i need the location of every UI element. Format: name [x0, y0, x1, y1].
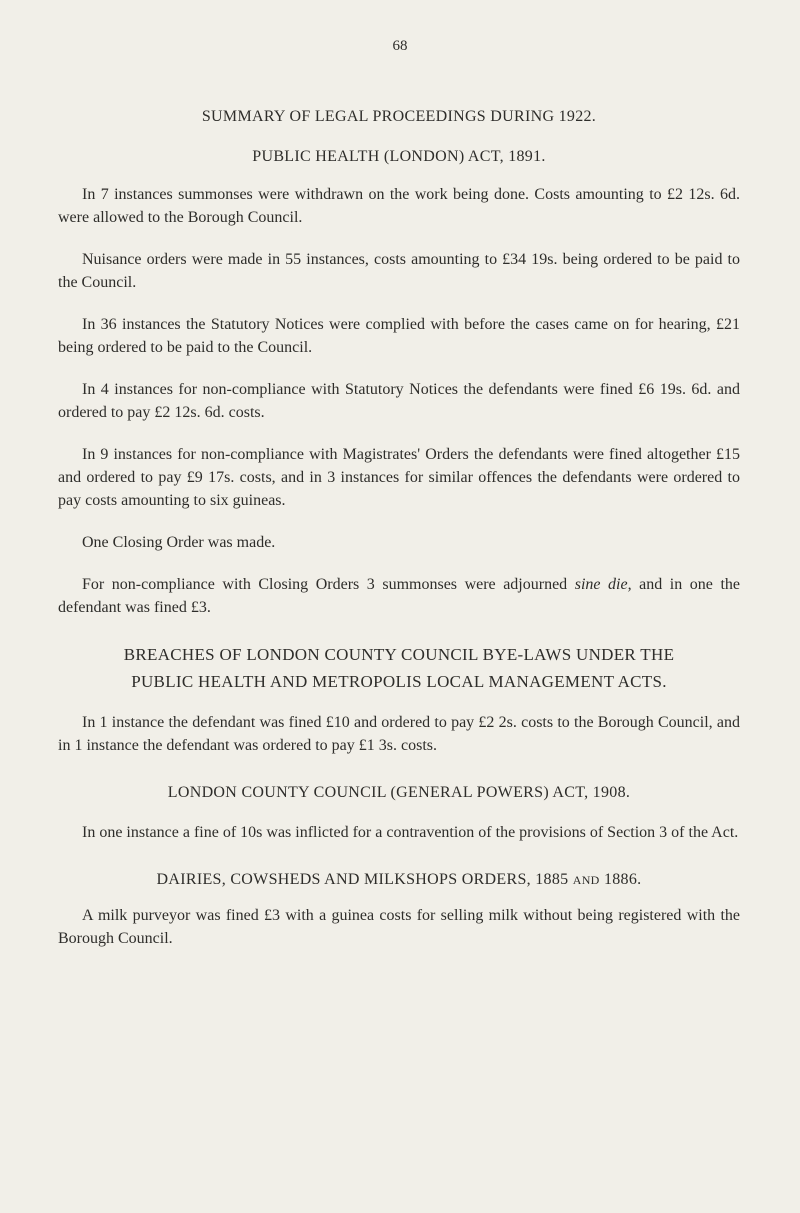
paragraph-closing-order: One Closing Order was made. — [82, 534, 276, 551]
page-number: 68 — [392, 38, 408, 54]
paragraph-statutory-notices-complied: In 36 instances the Statutory Notices were complied with before the cases came on for hearing, £21 being ordered to be paid to the Council. — [58, 316, 740, 356]
dairies-heading-text-start: DAIRIES, COWSHEDS AND MILKSHOPS ORDERS, 1885 — [156, 871, 573, 888]
paragraph-closing-orders-text-end: and in one the defendant was fined £3. — [58, 576, 740, 616]
paragraph-statutory-notices-fines: In 4 instances for non-compliance with Statutory Notices the defendants were fined £6 19s. 6d. and ordered to pay £2 12s. 6d. costs. — [58, 381, 740, 421]
paragraph-magistrates-orders: In 9 instances for non-compliance with Magistrates' Orders the defendants were fined altogether £15 and ordered to pay £9 17s. costs, and in 3 instances for similar offences the defendants were ordered to pay costs amounting to six guineas. — [58, 446, 740, 509]
paragraph-bye-law-fines: In 1 instance the defendant was fined £10 and ordered to pay £2 2s. costs to the Borough Council, and in 1 instance the defendant was ordered to pay £1 3s. costs. — [58, 714, 740, 754]
sine-die-italic: sine die, — [574, 576, 632, 593]
dairies-heading-and: AND — [572, 873, 600, 887]
paragraph-closing-orders-summonses — [58, 573, 740, 619]
paragraph-summonses-withdrawn: In 7 instances summonses were withdrawn on the work being done. Costs amounting to £2 12s. 6d. were allowed to the Borough Council. — [58, 186, 740, 226]
public-health-act-heading: PUBLIC HEALTH (LONDON) ACT, 1891. — [252, 148, 546, 165]
dairies-heading — [58, 871, 740, 889]
breaches-heading — [58, 641, 740, 695]
lcc-general-powers-heading: LONDON COUNTY COUNCIL (GENERAL POWERS) ACT, 1908. — [167, 784, 631, 801]
summary-heading: SUMMARY OF LEGAL PROCEEDINGS DURING 1922. — [201, 108, 597, 125]
paragraph-nuisance-orders: Nuisance orders were made in 55 instances, costs amounting to £34 19s. being ordered to be paid to the Council. — [58, 251, 740, 291]
breaches-heading-line-2: PUBLIC HEALTH AND METROPOLIS LOCAL MANAGEMENT ACTS. — [131, 672, 667, 691]
paragraph-milk-purveyor: A milk purveyor was fined £3 with a guinea costs for selling milk without being registered with the Borough Council. — [58, 907, 740, 947]
breaches-heading-line-1: BREACHES OF LONDON COUNTY COUNCIL BYE-LAWS UNDER THE — [123, 645, 675, 664]
dairies-heading-text-end: 1886. — [599, 871, 642, 888]
paragraph-section-3-contravention: In one instance a fine of 10s was inflicted for a contravention of the provisions of Section 3 of the Act. — [82, 824, 739, 841]
paragraph-closing-orders-text-start: For non-compliance with Closing Orders 3 summonses were adjourned — [82, 576, 575, 593]
page-content — [58, 108, 740, 950]
